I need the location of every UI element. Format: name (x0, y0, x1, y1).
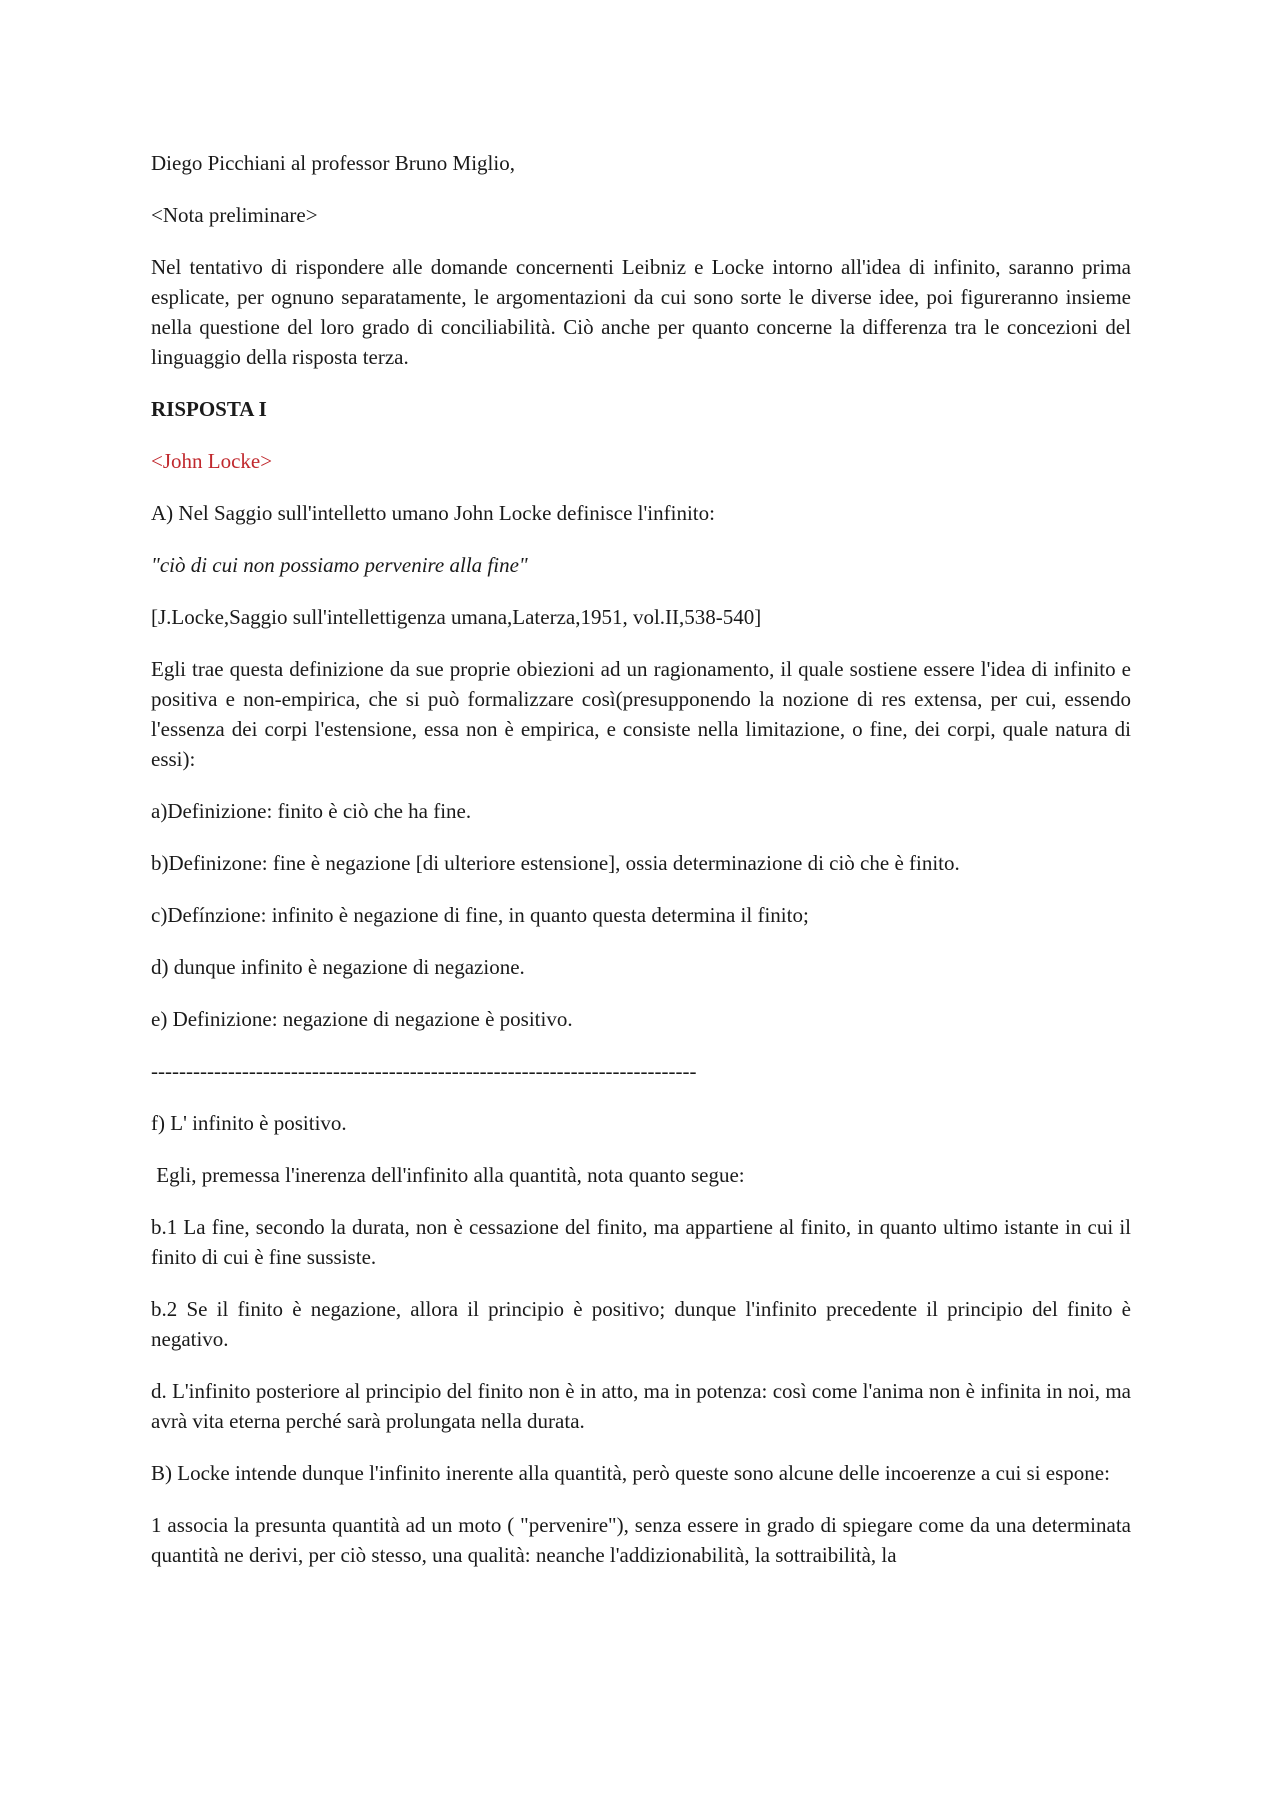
conclusion-f: f) L' infinito è positivo. (151, 1111, 347, 1135)
paragraph-egli: Egli trae questa definizione da sue proprie obiezioni ad un ragionamento, il quale sostiene essere l'idea di infinito e positiva e non-empirica, che si può formalizzare così(presupponendo la nozione di res extensa, per cui, essendo l'essenza dei corpi l'estensione, essa non è empirica, e consiste nella limitazione, o fine, dei corpi, quale natura di essi): (151, 657, 1131, 771)
section-heading: RISPOSTA I (151, 397, 267, 421)
paragraph-a: A) Nel Saggio sull'intelletto umano John Locke definisce l'infinito: (151, 501, 715, 525)
quote: "ciò di cui non possiamo pervenire alla fine" (151, 553, 528, 577)
point-b2: b.2 Se il finito è negazione, allora il principio è positivo; dunque l'infinito precedente il principio del finito è negativo. (151, 1297, 1131, 1351)
citation: [J.Locke,Saggio sull'intellettigenza umana,Laterza,1951, vol.II,538-540] (151, 605, 762, 629)
point-d: d. L'infinito posteriore al principio del finito non è in atto, ma in potenza: così come l'anima non è infinita in noi, ma avrà vita eterna perché sarà prolungata nella durata. (151, 1379, 1131, 1433)
salutation: Diego Picchiani al professor Bruno Miglio, (151, 151, 515, 175)
definition-e: e) Definizione: negazione di negazione è positivo. (151, 1007, 573, 1031)
paragraph-B: B) Locke intende dunque l'infinito inerente alla quantità, però queste sono alcune delle incoerenze a cui si espone: (151, 1461, 1110, 1485)
point-b1: b.1 La fine, secondo la durata, non è cessazione del finito, ma appartiene al finito, in quanto ultimo istante in cui il finito di cui è fine sussiste. (151, 1215, 1131, 1269)
paragraph-premessa: Egli, premessa l'inerenza dell'infinito alla quantità, nota quanto segue: (151, 1163, 745, 1187)
separator-line: ------------------------------------------------------------------------------ (151, 1059, 697, 1083)
definition-a: a)Definizione: finito è ciò che ha fine. (151, 799, 472, 823)
preliminary-label: <Nota preliminare> (151, 203, 318, 227)
document-page (151, 148, 1131, 1592)
intro-paragraph: Nel tentativo di rispondere alle domande concernenti Leibniz e Locke intorno all'idea di infinito, saranno prima esplicate, per ognuno separatamente, le argomentazioni da cui sono sorte le diverse idee, poi figureranno insieme nella questione del loro grado di conciliabilità. Ciò anche per quanto concerne la differenza tra le concezioni del linguaggio della risposta terza. (151, 255, 1131, 369)
definition-d: d) dunque infinito è negazione di negazione. (151, 955, 525, 979)
point-1: 1 associa la presunta quantità ad un moto ( "pervenire"), senza essere in grado di spiegare come da una determinata quantità ne derivi, per ciò stesso, una qualità: neanche l'addizionabilità, la sottraibilità, la (151, 1513, 1131, 1567)
definition-c: c)Defínzione: infinito è negazione di fine, in quanto questa determina il finito; (151, 903, 809, 927)
definition-b: b)Definizone: fine è negazione [di ulteriore estensione], ossia determinazione di ciò che è finito. (151, 851, 960, 875)
subsection-heading: <John Locke> (151, 449, 273, 473)
